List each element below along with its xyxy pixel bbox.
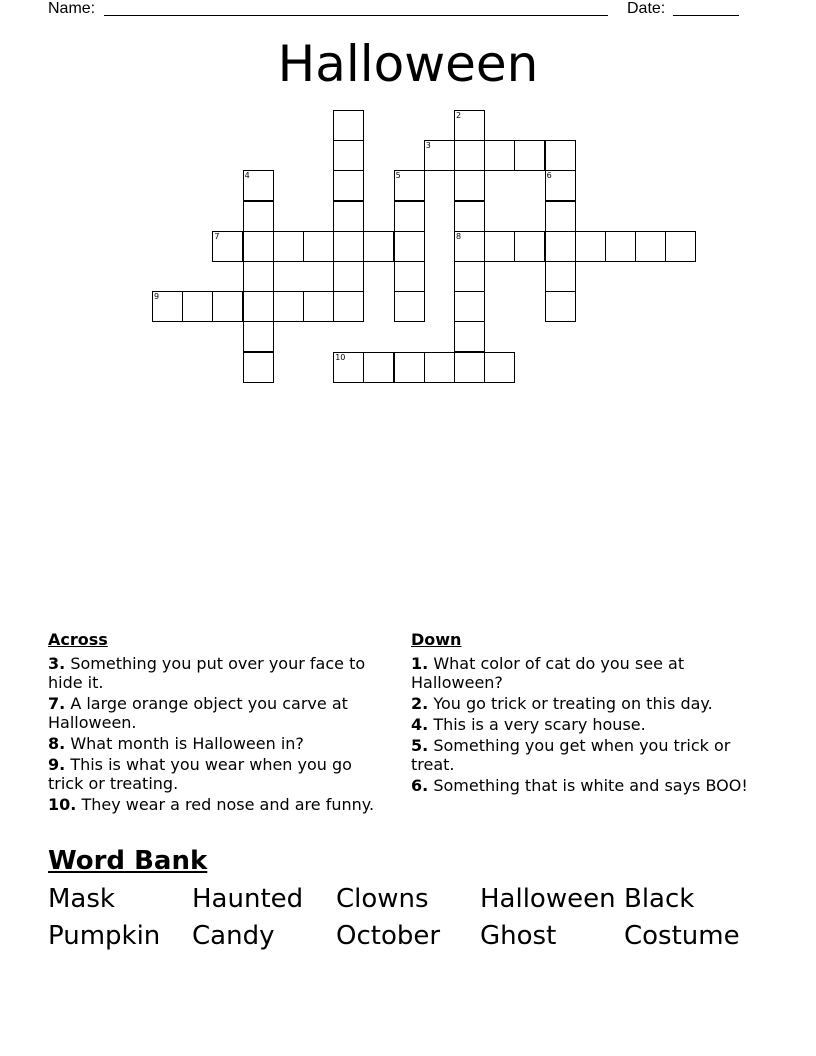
word-bank-item: Haunted <box>192 884 304 914</box>
word-bank-item: Halloween <box>480 884 616 914</box>
crossword-cell[interactable] <box>333 352 364 383</box>
crossword-cell[interactable] <box>333 110 364 141</box>
clue-down-6: 6. Something that is white and says BOO! <box>411 776 748 795</box>
crossword-cell[interactable] <box>363 352 394 383</box>
crossword-cell[interactable] <box>394 291 425 322</box>
crossword-cell[interactable] <box>212 291 243 322</box>
crossword-cell[interactable] <box>243 291 274 322</box>
crossword-cell[interactable] <box>152 291 183 322</box>
clue-across-3: 3. Something you put over your face to hide it. <box>48 654 366 692</box>
word-bank-item: Mask <box>48 884 115 914</box>
crossword-cell[interactable] <box>273 231 304 262</box>
clue-across-7: 7. A large orange object you carve at Halloween. <box>48 694 348 732</box>
crossword-cell[interactable] <box>545 261 576 292</box>
clue-number: 10 <box>335 352 346 362</box>
crossword-cell[interactable] <box>394 170 425 201</box>
crossword-cell[interactable] <box>605 231 636 262</box>
crossword-cell[interactable] <box>545 291 576 322</box>
crossword-cell[interactable] <box>454 321 485 352</box>
crossword-cell[interactable] <box>424 140 455 171</box>
crossword-cell[interactable] <box>333 231 364 262</box>
down-heading: Down <box>411 630 462 649</box>
crossword-cell[interactable] <box>243 170 274 201</box>
date-label: Date: <box>627 0 666 17</box>
crossword-cell[interactable] <box>484 140 515 171</box>
clue-across-9: 9. This is what you wear when you go trick or treating. <box>48 755 352 793</box>
crossword-cell[interactable] <box>424 352 455 383</box>
crossword-cell[interactable] <box>394 352 425 383</box>
word-bank-item: Black <box>624 884 695 914</box>
crossword-cell[interactable] <box>484 352 515 383</box>
word-bank-item: Pumpkin <box>48 921 161 951</box>
crossword-cell[interactable] <box>182 291 213 322</box>
word-bank-title: Word Bank <box>48 846 208 876</box>
clue-down-4: 4. This is a very scary house. <box>411 715 646 734</box>
clue-down-1: 1. What color of cat do you see at Halloween? <box>411 654 685 692</box>
crossword-cell[interactable] <box>454 201 485 232</box>
clue-number: 7 <box>214 231 220 241</box>
crossword-cell[interactable] <box>243 321 274 352</box>
clue-number: 3 <box>425 141 431 151</box>
crossword-cell[interactable] <box>273 291 304 322</box>
crossword-cell[interactable] <box>545 140 576 171</box>
word-bank-item: Candy <box>192 921 275 951</box>
crossword-cell[interactable] <box>514 231 545 262</box>
clue-across-8: 8. What month is Halloween in? <box>48 734 304 753</box>
crossword-cell[interactable] <box>243 231 274 262</box>
crossword-cell[interactable] <box>454 231 485 262</box>
crossword-cell[interactable] <box>545 231 576 262</box>
clue-number: 6 <box>546 171 552 181</box>
crossword-cell[interactable] <box>333 201 364 232</box>
crossword-cell[interactable] <box>333 170 364 201</box>
crossword-cell[interactable] <box>454 352 485 383</box>
crossword-cell[interactable] <box>484 231 515 262</box>
clue-down-2: 2. You go trick or treating on this day. <box>411 694 713 713</box>
crossword-cell[interactable] <box>454 140 485 171</box>
clue-across-10: 10. They wear a red nose and are funny. <box>48 795 375 814</box>
crossword-cell[interactable] <box>454 170 485 201</box>
clue-number: 9 <box>154 292 160 302</box>
crossword-cell[interactable] <box>243 201 274 232</box>
crossword-cell[interactable] <box>514 140 545 171</box>
crossword-cell[interactable] <box>454 261 485 292</box>
crossword-cell[interactable] <box>454 291 485 322</box>
crossword-cell[interactable] <box>575 231 606 262</box>
word-bank-item: Ghost <box>480 921 557 951</box>
clue-number: 5 <box>395 171 401 181</box>
crossword-cell[interactable] <box>545 201 576 232</box>
crossword-cell[interactable] <box>243 352 274 383</box>
crossword-cell[interactable] <box>545 170 576 201</box>
across-clues <box>48 630 388 816</box>
crossword-cell[interactable] <box>394 231 425 262</box>
crossword-cell[interactable] <box>333 261 364 292</box>
word-bank-item: October <box>336 921 441 951</box>
clue-number: 2 <box>456 111 462 120</box>
crossword-cell[interactable] <box>635 231 666 262</box>
crossword-cell[interactable] <box>303 291 334 322</box>
word-bank-item: Costume <box>624 921 740 951</box>
page-title: Halloween <box>277 35 539 93</box>
crossword-grid <box>0 0 816 400</box>
crossword-cell[interactable] <box>333 140 364 171</box>
clue-number: 8 <box>456 231 462 241</box>
crossword-cell[interactable] <box>454 110 485 141</box>
crossword-cell[interactable] <box>212 231 243 262</box>
crossword-cell[interactable] <box>303 231 334 262</box>
clue-down-5: 5. Something you get when you trick or treat. <box>411 736 731 774</box>
crossword-cell[interactable] <box>394 261 425 292</box>
down-clues <box>411 630 751 797</box>
word-bank <box>48 882 768 953</box>
crossword-cell[interactable] <box>333 291 364 322</box>
name-label: Name: <box>48 0 96 17</box>
crossword-cell[interactable] <box>243 261 274 292</box>
crossword-cell[interactable] <box>363 231 394 262</box>
across-heading: Across <box>48 630 108 649</box>
clue-number: 4 <box>244 171 250 181</box>
word-bank-item: Clowns <box>336 884 429 914</box>
crossword-cell[interactable] <box>665 231 696 262</box>
crossword-cell[interactable] <box>394 201 425 232</box>
